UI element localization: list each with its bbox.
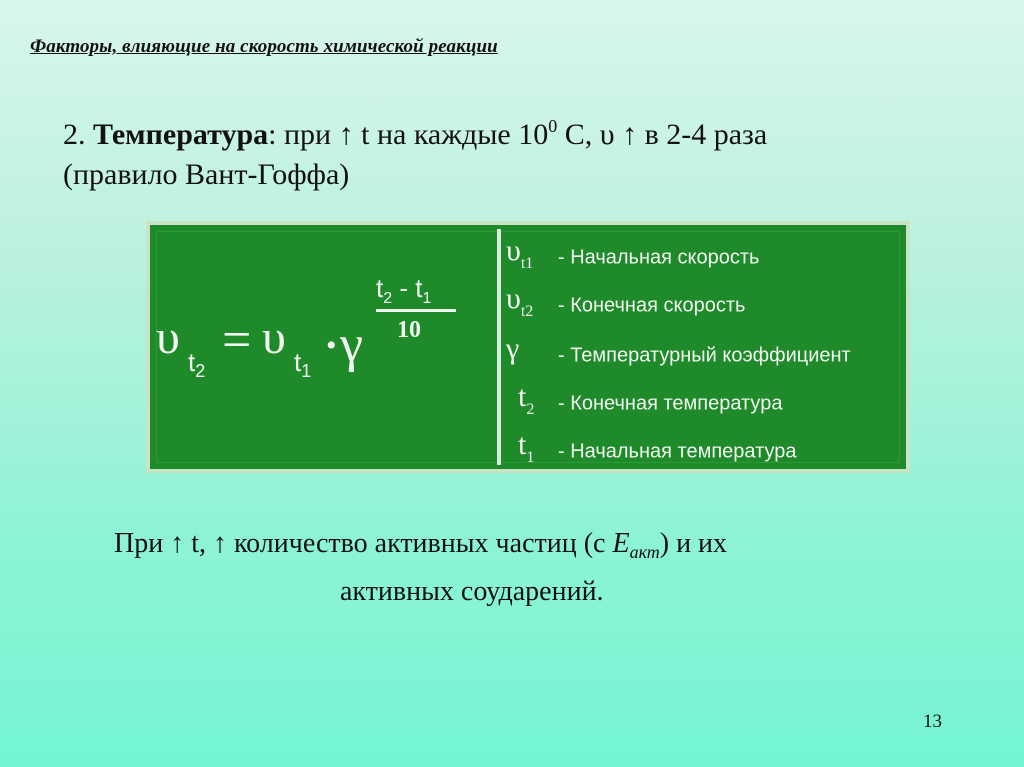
legend-symbol: $t_1$	[518, 428, 535, 466]
legend-text: - Начальная температура	[558, 440, 797, 463]
conclusion-text-b: ) и их	[659, 528, 728, 559]
formula-rhs-symbol: υ	[262, 311, 286, 364]
legend-symbol: $\upsilon_{t2}$	[506, 282, 534, 320]
conclusion-line-2: активных соударений.	[340, 576, 604, 607]
legend-text: - Температурный коэффициент	[558, 344, 851, 367]
formula-rhs-sub: $t_1$	[294, 347, 312, 381]
point-colon: :	[268, 118, 277, 151]
vant-hoff-note: (правило Вант-Гоффа)	[63, 158, 350, 191]
legend-item-final-temp	[506, 377, 782, 417]
conclusion-line-1	[114, 526, 727, 570]
formula-dot: •	[326, 329, 337, 362]
formula-exponent-bottom: 10	[397, 317, 421, 343]
point-number: 2.	[63, 118, 93, 151]
point-heading: Температура	[93, 118, 269, 151]
legend-text: - Конечная температура	[558, 392, 783, 415]
slide-title: Факторы, влияющие на скорость химической реакции	[30, 36, 498, 57]
activation-energy: $E_{акт}$	[612, 528, 660, 562]
legend-symbol: γ	[506, 332, 520, 365]
page-number: 13	[923, 711, 942, 732]
formula-fraction-bar	[376, 309, 456, 312]
legend-symbol: $t_2$	[518, 380, 535, 418]
symbol-legend	[506, 225, 910, 469]
legend-item-temp-coefficient	[506, 329, 851, 369]
formula-exponent-top: $t_2 - t_1$	[376, 273, 432, 307]
legend-item-initial-temp	[506, 425, 797, 465]
legend-symbol: $\upsilon_{t1}$	[506, 234, 534, 272]
formula-gamma: γ	[340, 316, 363, 373]
formula-board	[146, 221, 910, 473]
conclusion-text-a: При ↑ t, ↑ количество активных частиц (с	[114, 528, 613, 559]
formula-lhs-sub: $t_2$	[188, 347, 206, 381]
vant-hoff-formula	[150, 225, 497, 469]
legend-item-final-rate	[506, 279, 745, 319]
point-text-a: при ↑ t на каждые 10	[276, 118, 549, 151]
point-text-b: С, υ ↑ в 2-4 раза	[557, 118, 768, 151]
formula-lhs-symbol: υ	[156, 311, 180, 364]
point-superscript: 0	[548, 116, 558, 136]
temperature-point	[63, 116, 767, 154]
legend-item-initial-rate	[506, 231, 759, 271]
legend-text: - Начальная скорость	[558, 246, 760, 269]
board-divider	[497, 229, 501, 465]
formula-equals: =	[222, 312, 252, 369]
legend-text: - Конечная скорость	[558, 294, 746, 317]
